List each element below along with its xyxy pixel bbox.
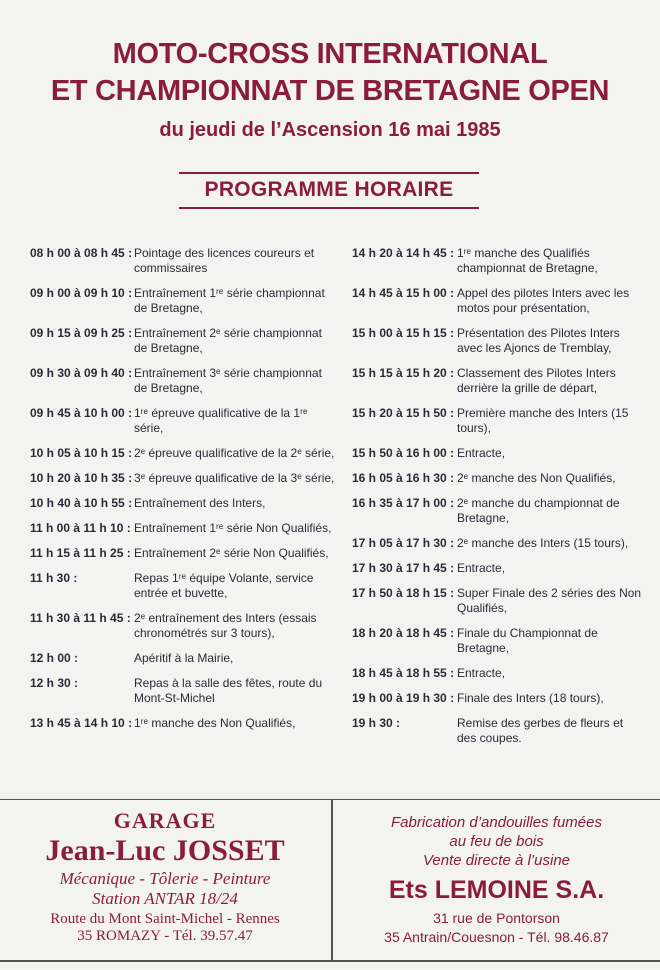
- schedule-row: [352, 406, 642, 436]
- ad-lemoine-phone: 35 Antrain/Couesnon - Tél. 98.46.87: [384, 929, 609, 945]
- schedule-description: 2ᵉ manche des Inters (15 tours),: [457, 536, 629, 550]
- schedule-time: 10 h 20 à 10 h 35 :: [30, 471, 133, 485]
- schedule-row: [30, 546, 335, 561]
- ad-garage-josset: [0, 800, 330, 945]
- schedule-description: Classement des Pilotes Inters derrière la grille de départ,: [457, 366, 616, 395]
- schedule-row: [30, 651, 335, 666]
- schedule-time: 17 h 05 à 17 h 30 :: [352, 536, 455, 550]
- ad-lemoine-tagline-3: Vente directe à l’usine: [422, 852, 571, 869]
- schedule-row: [352, 326, 642, 356]
- ad-garage-services: Mécanique - Tôlerie - Peinture: [59, 869, 271, 888]
- schedule-row: [352, 286, 642, 316]
- ad-garage-station: Station ANTAR 18/24: [92, 889, 238, 908]
- schedule-time: 19 h 30 :: [352, 716, 401, 730]
- schedule-time: 09 h 15 à 09 h 25 :: [30, 326, 133, 340]
- ad-lemoine-tagline-2: au feu de bois: [449, 833, 544, 850]
- schedule-row: [352, 366, 642, 396]
- schedule-time: 11 h 00 à 11 h 10 :: [30, 521, 131, 535]
- ad-garage-name: Jean-Luc JOSSET: [45, 834, 285, 867]
- schedule-time: 09 h 00 à 09 h 10 :: [30, 286, 133, 300]
- schedule-description: 2ᵉ manche du championnat de Bretagne,: [457, 496, 620, 525]
- schedule-time: 10 h 40 à 10 h 55 :: [30, 496, 133, 510]
- schedule-time: 13 h 45 à 14 h 10 :: [30, 716, 133, 730]
- ad-garage-label: GARAGE: [113, 808, 217, 833]
- schedule-row: [30, 406, 335, 436]
- schedule-time: 15 h 00 à 15 h 15 :: [352, 326, 455, 340]
- schedule-description: 1ʳᵉ manche des Non Qualifiés,: [134, 716, 296, 730]
- schedule-description: 1ʳᵉ manche des Qualifiés championnat de Bretagne,: [457, 246, 598, 275]
- schedule-time: 16 h 35 à 17 h 00 :: [352, 496, 455, 510]
- title-line-2: ET CHAMPIONNAT DE BRETAGNE OPEN: [50, 75, 610, 107]
- schedule-time: 11 h 30 :: [30, 571, 78, 585]
- schedule-time: 08 h 00 à 08 h 45 :: [30, 246, 133, 260]
- schedule-row: [352, 691, 642, 706]
- schedule-description: Pointage des licences coureurs et commissaires: [134, 246, 315, 275]
- schedule-row: [352, 446, 642, 461]
- schedule-description: Entracte,: [457, 446, 506, 460]
- schedule-time: 19 h 00 à 19 h 30 :: [352, 691, 455, 705]
- ad-lemoine-name: Ets LEMOINE S.A.: [388, 876, 605, 904]
- schedule-description: Entraînement 1ʳᵉ série Non Qualifiés,: [134, 521, 332, 535]
- schedule-time: 17 h 50 à 18 h 15 :: [352, 586, 455, 600]
- schedule-row: [352, 246, 642, 276]
- schedule-time: 15 h 15 à 15 h 20 :: [352, 366, 455, 380]
- ad-lemoine-address: 31 rue de Pontorson: [433, 910, 560, 926]
- schedule-description: Entraînement 3ᵉ série championnat de Bretagne,: [134, 366, 322, 395]
- schedule-time: 11 h 15 à 11 h 25 :: [30, 546, 131, 560]
- schedule-right-column: [352, 246, 642, 756]
- schedule-row: [30, 326, 335, 356]
- advertisement-footer: [0, 799, 660, 960]
- schedule-time: 14 h 45 à 15 h 00 :: [352, 286, 455, 300]
- schedule-description: 2ᵉ manche des Non Qualifiés,: [457, 471, 616, 485]
- schedule-time: 17 h 30 à 17 h 45 :: [352, 561, 455, 575]
- schedule-row: [352, 561, 642, 576]
- schedule-description: 2ᵉ épreuve qualificative de la 2ᵉ série,: [134, 446, 335, 460]
- program-title: PROGRAMME HORAIRE: [179, 172, 479, 209]
- schedule-description: Repas 1ʳᵉ équipe Volante, service entrée et buvette,: [134, 571, 314, 600]
- schedule-time: 09 h 30 à 09 h 40 :: [30, 366, 133, 380]
- schedule-description: Première manche des Inters (15 tours),: [457, 406, 629, 435]
- schedule-description: Présentation des Pilotes Inters avec les Ajoncs de Tremblay,: [457, 326, 620, 355]
- schedule-row: [352, 626, 642, 656]
- schedule-row: [30, 246, 335, 276]
- schedule-row: [352, 666, 642, 681]
- title-line-1: MOTO-CROSS INTERNATIONAL: [112, 38, 548, 70]
- schedule-row: [30, 366, 335, 396]
- schedule-row: [30, 611, 335, 641]
- ad-lemoine-tagline-1: Fabrication d’andouilles fumées: [391, 814, 602, 831]
- schedule-description: 1ʳᵉ épreuve qualificative de la 1ʳᵉ série,: [134, 406, 308, 435]
- schedule-description: Repas à la salle des fêtes, route du Mont-St-Michel: [134, 676, 323, 705]
- schedule-left-column: [30, 246, 335, 741]
- ad-lemoine: [333, 800, 660, 945]
- schedule-description: Entracte,: [457, 666, 506, 680]
- schedule-row: [352, 471, 642, 486]
- schedule-time: 12 h 00 :: [30, 651, 79, 665]
- schedule-time: 14 h 20 à 14 h 45 :: [352, 246, 455, 260]
- schedule-description: Finale du Championnat de Bretagne,: [457, 626, 598, 655]
- ad-garage-address: Route du Mont Saint-Michel - Rennes: [50, 911, 280, 927]
- schedule-row: [30, 716, 335, 731]
- schedule-description: 2ᵉ entraînement des Inters (essais chronométrés sur 3 tours),: [134, 611, 317, 640]
- schedule-time: 18 h 20 à 18 h 45 :: [352, 626, 455, 640]
- schedule-description: Entraînement des Inters,: [134, 496, 266, 510]
- schedule-time: 12 h 30 :: [30, 676, 79, 690]
- schedule-description: Entraînement 2ᵉ série Non Qualifiés,: [134, 546, 329, 560]
- schedule-description: 3ᵉ épreuve qualificative de la 3ᵉ série,: [134, 471, 335, 485]
- schedule-row: [30, 286, 335, 316]
- schedule-description: Remise des gerbes de fleurs et des coupes.: [457, 716, 624, 745]
- schedule-row: [30, 676, 335, 706]
- ad-garage-phone: 35 ROMAZY - Tél. 39.57.47: [77, 928, 253, 944]
- schedule-row: [352, 586, 642, 616]
- schedule-description: Entraînement 1ʳᵉ série championnat de Bretagne,: [134, 286, 325, 315]
- bottom-rule: [0, 960, 660, 962]
- schedule-description: Finale des Inters (18 tours),: [457, 691, 604, 705]
- schedule-row: [30, 496, 335, 511]
- schedule-time: 16 h 05 à 16 h 30 :: [352, 471, 455, 485]
- schedule-description: Super Finale des 2 séries des Non Qualifiés,: [457, 586, 642, 615]
- schedule-time: 15 h 50 à 16 h 00 :: [352, 446, 455, 460]
- schedule-row: [30, 521, 335, 536]
- schedule-description: Entraînement 2ᵉ série championnat de Bretagne,: [134, 326, 322, 355]
- date-line: du jeudi de l’Ascension 16 mai 1985: [159, 119, 501, 141]
- schedule-row: [352, 716, 642, 746]
- schedule-time: 18 h 45 à 18 h 55 :: [352, 666, 455, 680]
- schedule-row: [30, 571, 335, 601]
- schedule-description: Entracte,: [457, 561, 506, 575]
- schedule-time: 10 h 05 à 10 h 15 :: [30, 446, 133, 460]
- schedule-row: [352, 496, 642, 526]
- schedule-row: [30, 471, 335, 486]
- schedule-time: 09 h 45 à 10 h 00 :: [30, 406, 133, 420]
- schedule-time: 11 h 30 à 11 h 45 :: [30, 611, 131, 625]
- schedule-row: [352, 536, 642, 551]
- schedule-time: 15 h 20 à 15 h 50 :: [352, 406, 455, 420]
- schedule-description: Apéritif à la Mairie,: [134, 651, 234, 665]
- schedule-description: Appel des pilotes Inters avec les motos pour présentation,: [457, 286, 630, 315]
- schedule-row: [30, 446, 335, 461]
